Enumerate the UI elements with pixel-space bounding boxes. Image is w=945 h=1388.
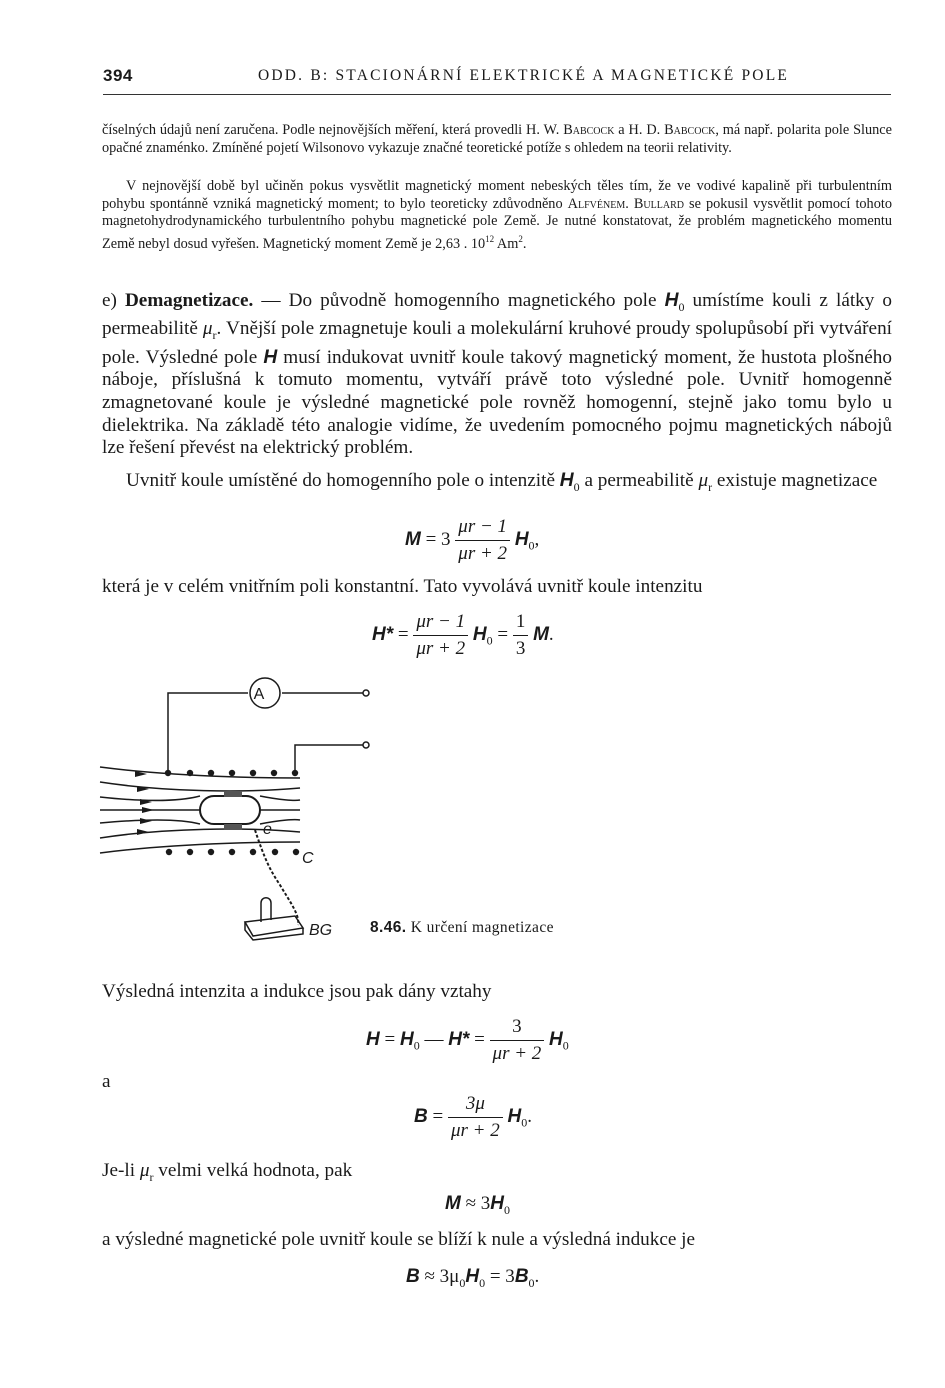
superscript: 12	[485, 233, 495, 244]
dot	[229, 770, 235, 776]
text-run: =	[469, 1028, 490, 1050]
numerator: 1	[513, 611, 529, 636]
wire-left	[168, 693, 248, 772]
dot	[208, 849, 214, 855]
arrow	[142, 807, 154, 813]
dot	[187, 770, 193, 776]
symbol-M: M	[405, 528, 421, 550]
fraction	[455, 516, 510, 565]
symbol-H: H	[490, 1193, 504, 1214]
text-run: =	[379, 1028, 400, 1050]
field-arrows	[135, 771, 154, 835]
numerator: μr − 1	[455, 516, 510, 541]
symbol-H: H	[366, 1028, 380, 1050]
section-paragraph-6	[102, 1160, 892, 1188]
text-run: Am	[494, 235, 519, 252]
label-bg: BG	[309, 922, 333, 939]
formula-B-approx	[406, 1266, 539, 1291]
coil-bottom	[224, 824, 242, 830]
symbol-B: B	[514, 1266, 529, 1287]
text-run: Je-li	[102, 1160, 140, 1181]
formula-M-approx	[445, 1193, 510, 1218]
figure-caption	[370, 919, 554, 937]
text-run: = 3	[420, 528, 451, 550]
terminal	[363, 742, 369, 748]
symbol-H: H	[399, 1028, 414, 1050]
numerator: μr − 1	[413, 611, 468, 636]
text-run: .	[527, 1105, 532, 1127]
author-name: Alfvénem	[567, 195, 626, 212]
symbol-Hstar: H*	[448, 1028, 470, 1050]
galvanometer-side	[245, 922, 303, 940]
symbol-mu: μ	[139, 1160, 150, 1181]
section-label: e)	[102, 290, 125, 311]
symbol-Hstar: H*	[372, 623, 394, 645]
arrow	[140, 818, 152, 824]
author-name: Babcock	[563, 122, 615, 138]
ammeter-label: A	[253, 686, 265, 703]
terminal	[363, 690, 369, 696]
coil-top	[224, 791, 242, 797]
dot	[166, 849, 172, 855]
numerator: 3μ	[448, 1093, 503, 1118]
symbol-H: H	[263, 346, 278, 368]
subscript: r	[708, 479, 713, 494]
text-run: existuje magnetizace	[712, 470, 878, 491]
dot	[271, 770, 277, 776]
fraction	[490, 1016, 545, 1065]
fraction	[513, 611, 529, 660]
section-paragraph-7: a výsledné magnetické pole uvnitř koule se blíží k nule a výsledná indukce je	[102, 1229, 696, 1250]
text-run: musí indukovat uvnitř koule takový magnetický moment, že hustota plošného náboje, příslušná k tomuto momentu, vytváří právě toto výsledné pole. Uvnitř homogenně zmagnetované koule je výsledné magnetické pole rovněž homogenní, stejně jako tomu bylo u dielektrika. Na základě této analogie vidíme, že uvedením pomocného pojmu magnetických nábojů lze řešení převést na elektrický problém.	[102, 346, 892, 459]
figure-8-46	[95, 670, 395, 945]
text-run: .	[548, 623, 554, 645]
superscript: 2	[518, 233, 523, 244]
subscript: 0	[528, 1275, 535, 1290]
symbol-M: M	[445, 1193, 461, 1214]
subscript: 0	[573, 479, 580, 494]
subscript: 0	[562, 1038, 569, 1053]
specimen-ellipsoid	[200, 796, 260, 824]
author-name: Babcock	[664, 122, 716, 138]
denominator: μr + 2	[450, 1120, 500, 1141]
text-run: , má např. polarita pole Slunce opačné znaménko. Zmíněné pojetí Wilsonovo vykazuje značné teoretické potíže s ohledem na teorii relativity.	[102, 122, 892, 156]
symbol-B: B	[414, 1105, 428, 1127]
text-run: a permeabilitě	[579, 470, 699, 491]
caption-text: K určení magnetizace	[406, 919, 554, 936]
text-run: .	[522, 235, 527, 252]
dot	[250, 770, 256, 776]
section-paragraph-1	[102, 290, 892, 460]
symbol-H: H	[664, 290, 679, 311]
section-paragraph-2	[102, 470, 892, 498]
subscript: r	[149, 1169, 154, 1184]
text-run: se pokusil vysvětlit pomocí tohoto magnetohydrodynamického turbulentního pohybu magnetické pole Země. Je nutné konstatovat, že problém magnetického momentu Země nebyl dosud vyřešen. Magnetický moment Země je 2,63 . 10	[102, 195, 892, 252]
caption-number: 8.46.	[370, 919, 407, 936]
text-run: ≈ 3	[460, 1193, 491, 1214]
denominator: μr + 2	[458, 543, 508, 564]
label-c: C	[302, 850, 314, 867]
subscript: 0	[504, 1202, 510, 1217]
section-paragraph-4: Výsledná intenzita a indukce jsou pak dány vztahy	[102, 981, 492, 1002]
dot	[250, 849, 256, 855]
denominator: μr + 2	[416, 638, 466, 659]
running-header: ODD. B: STACIONÁRNÍ ELEKTRICKÉ A MAGNETICKÉ POLE	[258, 67, 790, 84]
fraction	[448, 1093, 503, 1142]
subscript: 0	[521, 1115, 528, 1130]
text-run: =	[492, 623, 513, 645]
arrow	[137, 829, 149, 835]
dot	[292, 770, 298, 776]
section-paragraph-5: a	[102, 1071, 111, 1092]
author-name: Bullard	[633, 195, 684, 212]
label-e: e	[263, 821, 272, 838]
formula-magnetization	[405, 516, 539, 565]
symbol-H: H	[549, 1028, 563, 1050]
small-paragraph-2	[102, 178, 892, 253]
section-heading: Demagnetizace.	[124, 290, 254, 311]
text-run: a H. D.	[614, 122, 665, 138]
text-run: V nejnovější době byl učiněn pokus vysvětlit magnetický moment nebeských těles tím, že ve vodivé kapalině při turbulentním pohybu spontánně vzniká magnetický moment; to bylo teoreticky zdůvodněno	[102, 178, 892, 212]
field-line	[100, 796, 300, 800]
dot	[293, 849, 299, 855]
denominator: μr + 2	[492, 1043, 542, 1064]
fraction	[413, 611, 468, 660]
text-run: .	[534, 1266, 540, 1287]
text-run: umístíme kouli z látky o permeabilitě	[102, 290, 892, 340]
subscript: 0	[413, 1038, 420, 1053]
symbol-H: H	[559, 470, 574, 491]
symbol-mu: μ	[698, 470, 709, 491]
formula-resultant-intensity	[366, 1016, 569, 1065]
subscript: 0	[459, 1275, 466, 1290]
text-run: ≈ 3μ	[419, 1266, 460, 1287]
text-run: .	[625, 195, 634, 212]
header-rule	[103, 94, 891, 95]
small-paragraph-1	[102, 122, 892, 157]
field-line	[100, 782, 300, 791]
text-run: —	[419, 1028, 449, 1050]
dot	[272, 849, 278, 855]
text-run: velmi velká hodnota, pak	[153, 1160, 353, 1181]
text-run: =	[427, 1105, 448, 1127]
text-run: Uvnitř koule umístěné do homogenního pole o intenzitě	[126, 470, 560, 491]
subscript: r	[212, 328, 217, 343]
page-number: 394	[103, 66, 133, 85]
numerator: 3	[490, 1016, 545, 1041]
text-run: . Vnější pole zmagnetuje kouli a molekulární kruhové proudy spolupůsobí při vytváření pole. Výsledné pole	[102, 318, 892, 368]
galvanometer-base	[245, 916, 303, 936]
wire-second	[295, 745, 363, 772]
subscript: 0	[678, 299, 685, 314]
field-line	[100, 842, 300, 853]
symbol-M: M	[533, 623, 549, 645]
text-run: =	[393, 623, 414, 645]
symbol-B: B	[406, 1266, 420, 1287]
text-run: ,	[534, 528, 540, 550]
denominator: 3	[515, 638, 526, 659]
formula-induction	[414, 1093, 532, 1142]
text-run: — Do původně homogenního magnetického pole	[253, 290, 665, 311]
symbol-H: H	[507, 1105, 522, 1127]
symbol-H: H	[514, 528, 529, 550]
section-paragraph-3: která je v celém vnitřním poli konstantní. Tato vyvolává uvnitř koule intenzitu	[102, 576, 703, 597]
dot	[229, 849, 235, 855]
dot	[187, 849, 193, 855]
dot	[165, 770, 171, 776]
field-line	[100, 767, 300, 778]
dot	[208, 770, 214, 776]
subscript: 0	[479, 1275, 486, 1290]
text-run: = 3	[485, 1266, 515, 1287]
text-run: číselných údajů není zaručena. Podle nejnovějších měření, která provedli H. W.	[102, 122, 564, 138]
formula-demag-intensity	[372, 611, 554, 660]
symbol-H: H	[465, 1266, 480, 1287]
symbol-mu: μ	[202, 318, 213, 340]
symbol-H: H	[472, 623, 487, 645]
subscript: 0	[486, 633, 493, 648]
subscript: 0	[528, 538, 535, 553]
